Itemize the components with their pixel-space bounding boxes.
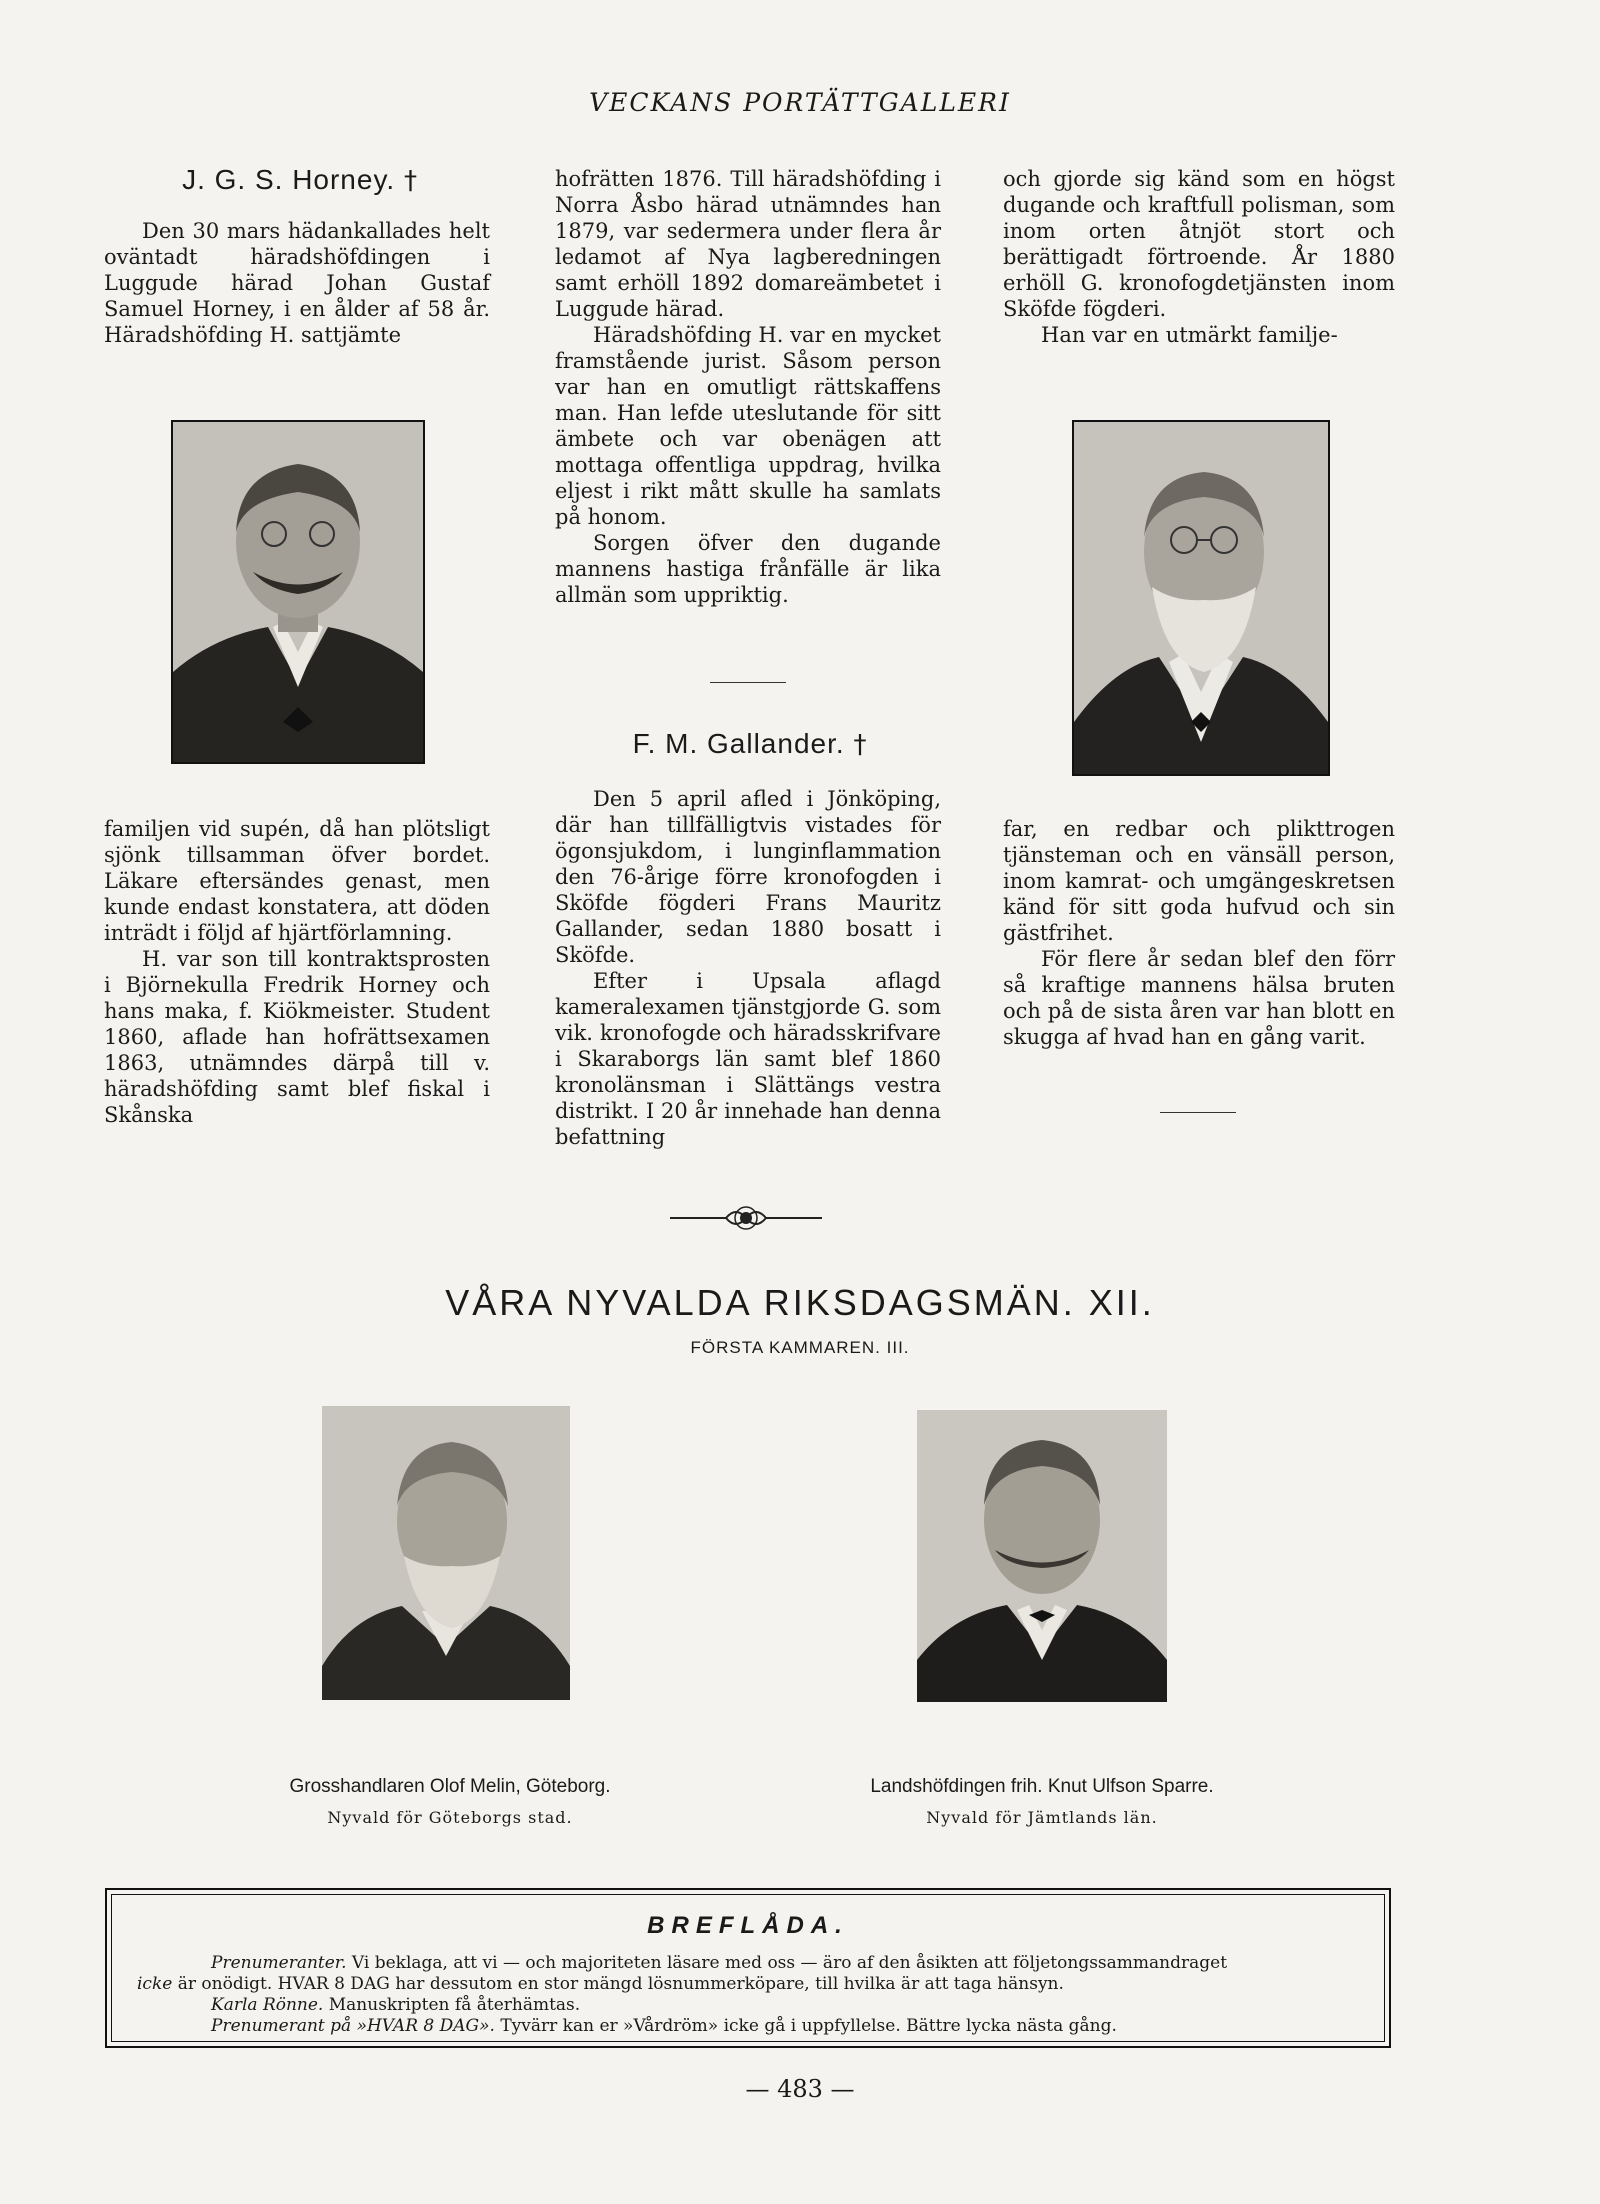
- portrait-horney: [171, 420, 425, 764]
- paragraph: Han var en utmärkt familje-: [1041, 323, 1338, 347]
- letterbox-recipient: icke: [137, 1974, 173, 1994]
- letterbox-line: [207, 1995, 1369, 2016]
- photo-melin-image: [322, 1406, 570, 1700]
- letterbox-line: [207, 2016, 1369, 2037]
- letterbox-text: Manuskripten få återhämtas.: [328, 1995, 581, 2015]
- letterbox-text: Tyvärr kan er »Vårdröm» icke gå i uppfyllelse. Bättre lycka nästa gång.: [500, 2016, 1117, 2036]
- page-header: VECKANS PORTÄTTGALLERI: [589, 88, 1011, 117]
- letterbox-recipient: Karla Rönne.: [211, 1995, 324, 2015]
- article-column-3-bottom: [1003, 816, 1395, 1050]
- letterbox-lines: [137, 1953, 1369, 2037]
- article-column-1-bottom: [104, 816, 490, 1128]
- ornament-icon: [668, 1200, 824, 1236]
- paragraph: Häradshöfding H. var en mycket framstående jurist. Såsom person var han en omutligt rättskaffens man. Han lefde uteslutande för sitt ämbete och var obenägen att mottaga offentliga uppdrag, hvilka eljest i rikt mått skulle ha samlats på honom.: [555, 323, 941, 529]
- portrait-horney-image: [173, 422, 423, 762]
- caption-sparre: Landshöfdingen frih. Knut Ulfson Sparre.: [870, 1776, 1214, 1797]
- article-column-1-top: [104, 218, 490, 348]
- divider: [710, 682, 786, 683]
- subcaption-sparre: Nyvald för Jämtlands län.: [926, 1808, 1158, 1827]
- letterbox-line: [207, 1953, 1369, 1974]
- paragraph: far, en redbar och plikttrogen tjänsteman och en vänsäll person, inom kamrat- och umgängeskretsen känd för sitt goda hufvud och sin gästfrihet.: [1003, 817, 1395, 945]
- divider: [1160, 1112, 1236, 1113]
- paragraph: Efter i Upsala aflagd kameralexamen tjänstgjorde G. som vik. kronofogde och häradsskrifvare i Skaraborgs län samt blef 1860 kronolänsman i Slättängs vestra distrikt. I 20 år innehade han denna befattning: [555, 969, 941, 1149]
- article-column-2-top: [555, 166, 941, 608]
- paragraph: och gjorde sig känd som en högst dugande och kraftfull polisman, som inom orten åtnjöt stort och berättigadt förtroende. År 1880 erhöll G. kronofogdetjänsten inom Sköfde fögderi.: [1003, 167, 1395, 321]
- letterbox-text: Vi beklaga, att vi — och majoriteten läsare med oss — äro af den åsikten att följetongssammandraget: [351, 1953, 1228, 1973]
- obituary-name: F. M. Gallander.: [632, 728, 845, 759]
- letterbox-panel: [105, 1888, 1391, 2048]
- letterbox-text: är onödigt. HVAR 8 DAG har dessutom en stor mängd lösnummerköpare, till hvilka är att taga hänsyn.: [177, 1974, 1064, 1994]
- paragraph: Den 30 mars hädankallades helt oväntadt häradshöfdingen i Luggude härad Johan Gustaf Samuel Horney, i en ålder af 58 år. Häradshöfding H. sattjämte: [104, 219, 490, 347]
- letterbox-recipient: Prenumeranter.: [211, 1953, 347, 1973]
- paragraph: hofrätten 1876. Till häradshöfding i Norra Åsbo härad utnämndes han 1879, var sedermera under flera år ledamot af Nya lagberedningen samt erhöll 1892 domareämbetet i Luggude härad.: [555, 167, 941, 321]
- obituary-title-gallander: [560, 728, 940, 760]
- subcaption-melin: Nyvald för Göteborgs stad.: [327, 1808, 573, 1827]
- article-column-3-top: [1003, 166, 1395, 348]
- obituary-name: J. G. S. Horney.: [182, 164, 396, 195]
- paragraph: Den 5 april afled i Jönköping, där han tillfälligtvis vistades för ögonsjukdom, i lunginflammation den 76-årige förre kronofogden i Sköfde fögderi Frans Mauritz Gallander, sedan 1880 bosatt i Sköfde.: [555, 787, 941, 967]
- section-subtitle: FÖRSTA KAMMAREN. III.: [690, 1338, 910, 1357]
- paragraph: För flere år sedan blef den förr så kraftige mannens hälsa bruten och på de sista åren var han blott en skugga af hvad han en gång varit.: [1003, 947, 1395, 1049]
- letterbox-line: [137, 1974, 1369, 1995]
- obituary-title-horney: [120, 164, 480, 196]
- portrait-gallander: [1072, 420, 1330, 776]
- section-title: VÅRA NYVALDA RIKSDAGSMÄN. XII.: [445, 1282, 1155, 1323]
- paragraph: H. var son till kontraktsprosten i Björnekulla Fredrik Horney och hans maka, f. Kiökmeister. Student 1860, aflade han hofrättsexamen 1863, utnämndes därpå till v. häradshöfding samt blef fiskal i Skånska: [104, 947, 490, 1127]
- dagger-icon: †: [403, 166, 418, 196]
- photo-sparre: [917, 1410, 1167, 1702]
- letterbox-recipient: Prenumerant på »HVAR 8 DAG».: [211, 2016, 495, 2036]
- paragraph: familjen vid supén, då han plötsligt sjönk tillsamman öfver bordet. Läkare eftersändes genast, men kunde endast konstatera, att döden inträdt i följd af hjärtförlamning.: [104, 817, 490, 945]
- portrait-gallander-image: [1074, 422, 1328, 774]
- dagger-icon: †: [853, 730, 868, 760]
- paragraph: Sorgen öfver den dugande mannens hastiga frånfälle är lika allmän som uppriktig.: [555, 531, 941, 607]
- page-number: — 483 —: [745, 2075, 855, 2103]
- caption-melin: Grosshandlaren Olof Melin, Göteborg.: [289, 1776, 611, 1797]
- photo-sparre-image: [917, 1410, 1167, 1702]
- photo-melin: [322, 1406, 570, 1700]
- letterbox-title: BREFLÅDA.: [647, 1912, 849, 1939]
- article-column-2-bottom: [555, 786, 941, 1150]
